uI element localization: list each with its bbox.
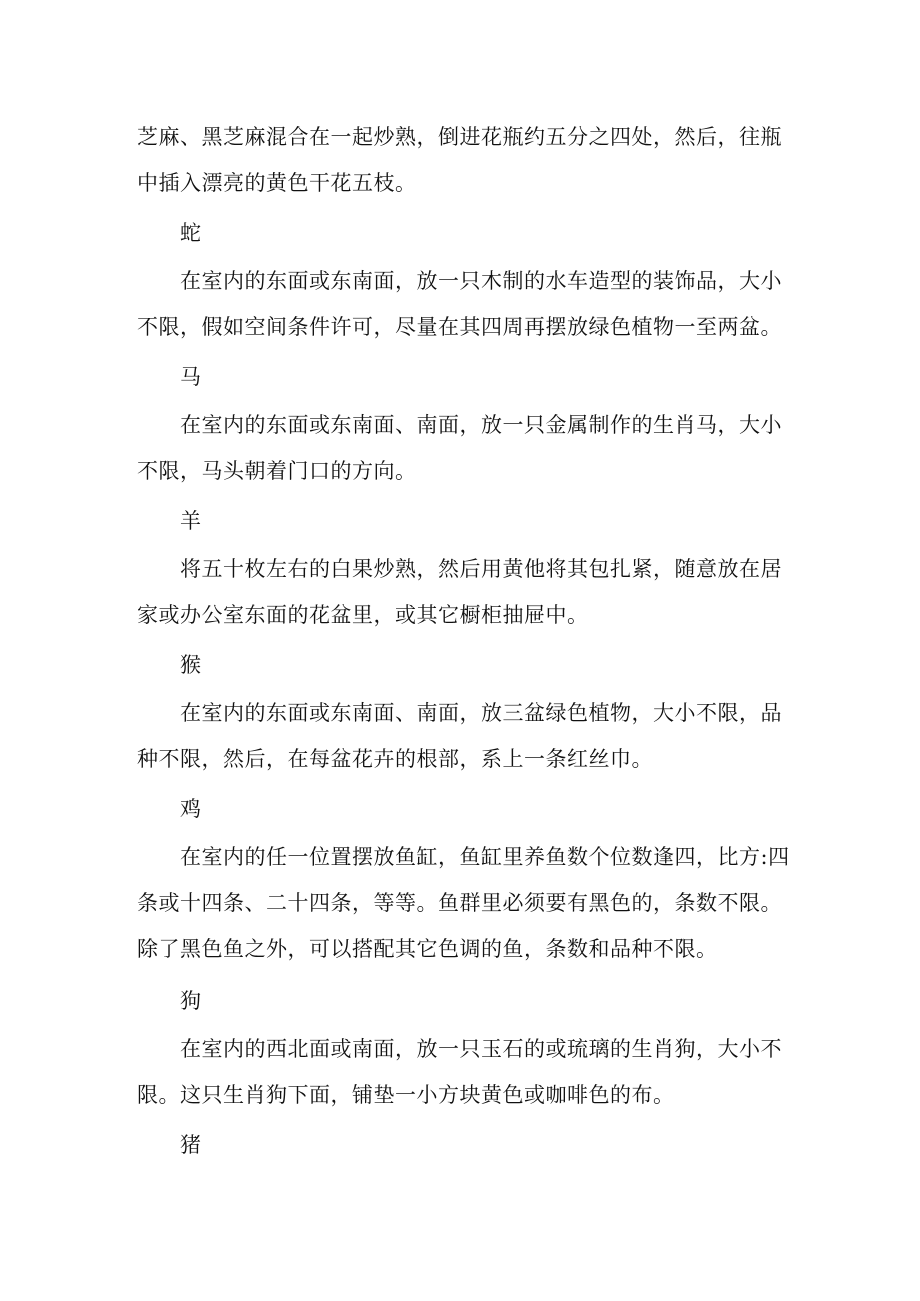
paragraph-continued: 芝麻、黑芝麻混合在一起炒熟，倒进花瓶约五分之四处，然后，往瓶中插入漂亮的黄色干花五枝。 bbox=[137, 125, 782, 195]
paragraph-goat: 将五十枚左右的白果炒熟，然后用黄他将其包扎紧，随意放在居家或办公室东面的花盆里，或其它橱柜抽屉中。 bbox=[137, 557, 782, 627]
heading-horse: 马 bbox=[180, 365, 201, 389]
heading-rooster: 鸡 bbox=[180, 797, 201, 821]
heading-dog: 狗 bbox=[180, 989, 201, 1013]
paragraph-snake: 在室内的东面或东南面，放一只木制的水车造型的装饰品，大小不限，假如空间条件许可，尽量在其四周再摆放绿色植物一至两盆。 bbox=[137, 269, 782, 339]
paragraph-horse: 在室内的东面或东南面、南面，放一只金属制作的生肖马，大小不限，马头朝着门口的方向。 bbox=[137, 413, 782, 483]
paragraph-monkey: 在室内的东面或东南面、南面，放三盆绿色植物，大小不限，品种不限，然后，在每盆花卉的根部，系上一条红丝巾。 bbox=[137, 701, 782, 771]
paragraph-dog: 在室内的西北面或南面，放一只玉石的或琉璃的生肖狗，大小不限。这只生肖狗下面，铺垫一小方块黄色或咖啡色的布。 bbox=[137, 1037, 782, 1107]
heading-snake: 蛇 bbox=[180, 221, 201, 245]
heading-pig: 猪 bbox=[180, 1133, 201, 1157]
heading-monkey: 猴 bbox=[180, 653, 201, 677]
paragraph-rooster: 在室内的任一位置摆放鱼缸，鱼缸里养鱼数个位数逢四，比方:四条或十四条、二十四条，等等。鱼群里必须要有黑色的，条数不限。除了黑色鱼之外，可以搭配其它色调的鱼，条数和品种不限。 bbox=[137, 845, 790, 961]
heading-goat: 羊 bbox=[180, 509, 201, 533]
